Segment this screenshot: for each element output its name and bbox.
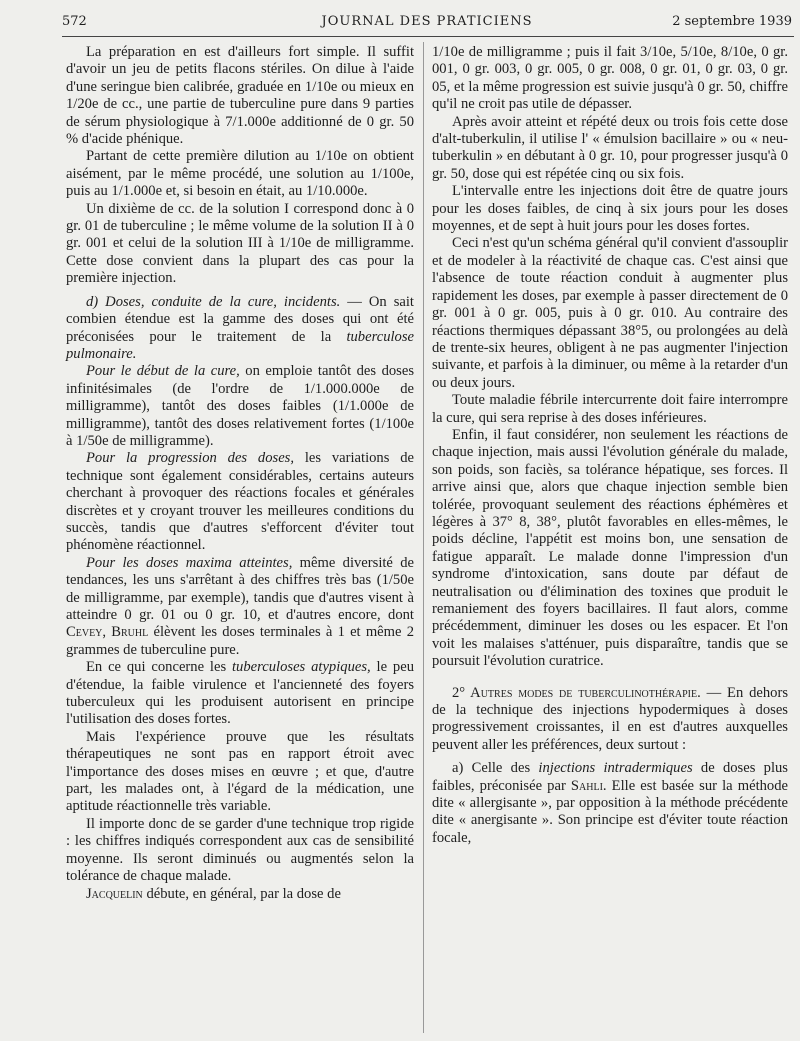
paragraph-text: les variations de technique sont également considérables, certains auteurs cherchant à provoquer des réactions focales et générales discrètes et y croyant trouver les meilleures conditions du succès, tandis que d'autres s'efforcent d'éviter tout phénomène réactionnel. bbox=[66, 450, 414, 554]
author-name: Sahli bbox=[570, 777, 603, 794]
paragraph-text: débute, en général, par la dose de bbox=[142, 885, 341, 902]
paragraph: L'intervalle entre les injections doit être de quatre jours pour les doses faibles, de cinq à six jours pour les doses moyennes, et de sept à huit jours pour les doses fortes. bbox=[432, 183, 788, 235]
paragraph bbox=[432, 760, 788, 847]
paragraph-text: on emploie tantôt des doses infinitésimales (de l'ordre de 1/1.000.000e de milligramme), tantôt des doses faibles (1/1.000e de milligramme), tantôt des doses relativement fortes (1/100e à 1/50e de milligramme). bbox=[66, 363, 414, 449]
section-2 bbox=[432, 685, 788, 755]
paragraph: Après avoir atteint et répété deux ou trois fois cette dose d'alt-tuberkulin, il utilise l' « émulsion bacillaire » ou « neu-tuberkulin » en débutant à 0 gr. 10, pour progresser jusqu'à 0 gr. 50, dose qui est répétée cinq ou six fois. bbox=[432, 113, 788, 182]
paragraph bbox=[66, 363, 414, 450]
italic-term: tuberculose pulmonaire. bbox=[66, 328, 414, 362]
paragraph: Il importe donc de se garder d'une technique trop rigide : les chiffres indiqués correspondent aux cas de sensibilité moyenne. Ils seront diminués ou augmentés selon la tolérance de chaque malade. bbox=[66, 815, 414, 885]
paragraph-text: . Elle est basée sur la méthode dite « allergisante », par opposition à la méthode précédente dite « anergisante ». Son principe est d'éviter toute réaction focale, bbox=[432, 777, 788, 846]
header-rule bbox=[62, 36, 794, 37]
paragraph bbox=[66, 450, 414, 554]
paragraph bbox=[66, 555, 414, 659]
paragraph: Ceci n'est qu'un schéma général qu'il convient d'assouplir et de modeler à la réactivité de chaque cas. C'est ainsi que l'absence de toute réaction conduit à augmenter plus rapidement les doses, par exemple à passer directement de 0 gr. 001 à 0 gr. 005, puis à 0 gr. 010. Au contraire des réactions thermiques dépassant 38°5, ou prolongées au delà de trente-six heures, obligent à ne pas augmenter l'injection suivante, et parfois à la diminuer, ou même à la retarder d'un ou deux jours. bbox=[432, 235, 788, 391]
lead-phrase: Pour les doses maxima atteintes, bbox=[86, 554, 293, 571]
author-name: Cevey bbox=[66, 624, 103, 641]
paragraph-text: — En dehors de la technique des injections hypodermiques à doses progressivement croissantes, il en est d'autres auxquelles peuvent aller les préférences, deux surtout : bbox=[432, 684, 788, 753]
paragraph bbox=[66, 886, 414, 903]
paragraph: Enfin, il faut considérer, non seulement les réactions de chaque injection, mais aussi l'évolution générale du malade, son poids, son faciès, sa tolérance hépatique, ses forces. Il arrive ainsi que, alors que chaque injection semble bien tolérée, provoquant seulement des réactions éphémères et légères à 37° 8, 38°, plutôt favorables en elles-mêmes, le poids décline, l'appétit est moins bon, une sensation de fatigue apparaît. Le malade donne l'impression d'un syndrome d'intoxication, sans doute par défaut de neutralisation ou d'élimination des toxines que produit le remaniement des foyers bacillaires. Il faut alors, comme précédemment, diminuer les doses ou les espacer. Et l'on voit les malaises s'atténuer, puis disparaître, tandis que se poursuit l'évolution curatrice. bbox=[432, 426, 788, 670]
paragraph: Partant de cette première dilution au 1/10e on obtient aisément, par le même procédé, une solution au 1/100e, puis au 1/1.000e et, si besoin en était, au 1/10.000e. bbox=[66, 148, 414, 200]
paragraph: Mais l'expérience prouve que les résultats thérapeutiques ne sont pas en rapport étroit avec l'importance des doses mises en œuvre ; et que, d'autre part, les malades ont, à l'égard de la médication, une aptitude réactionnelle très variable. bbox=[66, 728, 414, 815]
section-title: d) Doses, conduite de la cure, incidents. bbox=[86, 293, 341, 310]
paragraph-text: de doses plus faibles, préconisée par bbox=[432, 760, 788, 794]
paragraph: Toute maladie fébrile intercurrente doit faire interrompre la cure, qui sera reprise à des doses inférieures. bbox=[432, 392, 788, 426]
paragraph-text: , bbox=[102, 624, 112, 641]
paragraph: Un dixième de cc. de la solution I correspond donc à 0 gr. 01 de tuberculine ; le même volume de la solution II à 0 gr. 001 et celui de la solution III à 1/10e de milligramme. Cette dose convient dans la plupart des cas pour la première injection. bbox=[66, 200, 414, 287]
paragraph-text: En ce qui concerne les bbox=[86, 659, 232, 676]
paragraph bbox=[66, 659, 414, 729]
right-column bbox=[432, 44, 788, 847]
paragraph: 1/10e de milligramme ; puis il fait 3/10e, 5/10e, 8/10e, 0 gr. 001, 0 gr. 003, 0 gr. 005, 0 gr. 008, 0 gr. 01, 0 gr. 03, 0 gr. 05, et la même progression est suivie jusqu'à 0 gr. 50, chiffre qu'il ne croit pas utile de dépasser. bbox=[432, 44, 788, 113]
section-d bbox=[66, 294, 414, 364]
running-header bbox=[62, 14, 792, 34]
lead-phrase: Pour le début de la cure, bbox=[86, 363, 240, 380]
issue-date: 2 septembre 1939 bbox=[672, 14, 792, 29]
italic-term: tuberculoses atypiques, bbox=[232, 659, 371, 676]
page-number: 572 bbox=[62, 14, 87, 29]
author-name: Jacquelin bbox=[86, 885, 143, 902]
journal-title: JOURNAL DES PRATICIENS bbox=[321, 14, 533, 29]
section-heading: 2° Autres modes de tuberculinothérapie. bbox=[452, 684, 701, 701]
left-column bbox=[66, 44, 414, 903]
paragraph-text: même diversité de tendances, les uns s'arrêtant à des chiffres très bas (1/50e de milligramme, par exemple), tandis que d'autres visent à atteindre 0 gr. 01 ou 0 gr. 10, et d'autres encore, dont bbox=[66, 554, 414, 623]
column-divider bbox=[423, 42, 424, 1033]
author-name: Bruhl bbox=[111, 624, 149, 641]
italic-term: injections intradermiques bbox=[538, 760, 693, 777]
paragraph-text: — On sait combien étendue est la gamme des doses qui ont été préconisées pour le traitement de la bbox=[66, 293, 414, 345]
paragraph-text: le peu d'étendue, la faible virulence et l'ancienneté des foyers tuberculeux qui les produisent autorisent en principe l'utilisation des doses fortes. bbox=[66, 659, 414, 728]
paragraph-text: a) Celle des bbox=[452, 760, 539, 777]
lead-phrase: Pour la progression des doses, bbox=[86, 450, 294, 467]
paragraph-text: élèvent les doses terminales à 1 et même 2 grammes de tuberculine pure. bbox=[66, 624, 414, 658]
paragraph: La préparation en est d'ailleurs fort simple. Il suffit d'avoir un jeu de petits flacons stériles. On dilue à l'aide d'une seringue bien calibrée, graduée en 1/10e ou mieux en 1/20e de cc., une partie de tuberculine pure dans 9 parties de sérum physiologique à 7/1.000e additionné de 0 gr. 50 % d'acide phénique. bbox=[66, 44, 414, 148]
